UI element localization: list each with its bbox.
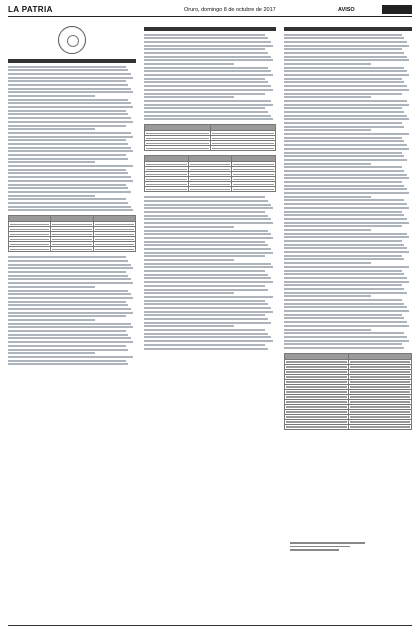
illegible-text-line <box>144 226 234 228</box>
illegible-text-line <box>284 78 402 80</box>
illegible-text-line <box>8 150 133 152</box>
illegible-text-line <box>144 255 265 257</box>
illegible-text-line <box>284 70 407 72</box>
illegible-text-line <box>144 85 271 87</box>
illegible-text-line <box>284 48 402 50</box>
illegible-text-line <box>284 111 404 113</box>
ministry-seal-icon <box>58 26 86 54</box>
illegible-text-line <box>284 192 409 194</box>
illegible-text-line <box>144 281 273 283</box>
illegible-text-line <box>284 196 371 198</box>
illegible-text-line <box>144 115 271 117</box>
illegible-text-line <box>144 34 265 36</box>
illegible-text-line <box>284 126 404 128</box>
illegible-text-line <box>144 93 265 95</box>
illegible-text-line <box>144 314 265 316</box>
illegible-text-line <box>8 349 128 351</box>
illegible-text-line <box>284 240 402 242</box>
illegible-text-line <box>144 259 234 261</box>
left-text-block <box>8 66 136 212</box>
illegible-text-line <box>8 136 133 138</box>
illegible-text-line <box>144 303 268 305</box>
illegible-text-line <box>8 195 95 197</box>
illegible-text-line <box>284 255 402 257</box>
illegible-text-line <box>144 218 271 220</box>
illegible-text-line <box>8 128 95 130</box>
illegible-text-line <box>284 222 409 224</box>
illegible-text-line <box>284 148 409 150</box>
illegible-text-line <box>144 204 271 206</box>
notice-heading <box>8 59 136 63</box>
illegible-text-line <box>8 80 126 82</box>
illegible-text-line <box>284 159 407 161</box>
illegible-text-line <box>8 260 128 262</box>
illegible-text-line <box>8 323 131 325</box>
illegible-text-line <box>144 200 268 202</box>
illegible-text-line <box>8 66 126 68</box>
illegible-text-line <box>8 180 133 182</box>
illegible-text-line <box>8 191 131 193</box>
illegible-text-line <box>284 89 409 91</box>
illegible-text-line <box>284 81 404 83</box>
illegible-text-line <box>144 196 265 198</box>
illegible-text-line <box>8 360 126 362</box>
illegible-text-line <box>144 45 273 47</box>
illegible-text-line <box>284 317 404 319</box>
left-table-1 <box>8 215 136 252</box>
illegible-text-line <box>284 93 402 95</box>
page-footer-rule <box>8 625 412 626</box>
illegible-text-line <box>284 277 407 279</box>
illegible-text-line <box>8 84 128 86</box>
middle-table-2 <box>144 155 276 192</box>
middle-table-1 <box>144 124 276 151</box>
illegible-text-line <box>144 78 265 80</box>
illegible-text-line <box>8 169 126 171</box>
illegible-text-line <box>8 275 128 277</box>
publication-dateline: Oruro, domingo 8 de octubre de 2017 <box>184 7 276 13</box>
illegible-text-line <box>144 241 265 243</box>
illegible-text-line <box>144 48 265 50</box>
illegible-text-line <box>8 176 131 178</box>
illegible-text-line <box>284 74 409 76</box>
illegible-text-line <box>284 177 409 179</box>
illegible-text-line <box>284 347 404 349</box>
illegible-text-line <box>284 166 402 168</box>
illegible-text-line <box>284 170 404 172</box>
illegible-text-line <box>284 85 407 87</box>
illegible-text-line <box>8 184 126 186</box>
illegible-text-line <box>284 211 402 213</box>
illegible-text-line <box>8 301 126 303</box>
illegible-text-line <box>284 295 371 297</box>
illegible-text-line <box>8 297 133 299</box>
illegible-text-line <box>144 340 273 342</box>
illegible-text-line <box>144 233 271 235</box>
illegible-text-line <box>144 81 268 83</box>
illegible-text-line <box>8 158 128 160</box>
illegible-text-line <box>284 340 409 342</box>
illegible-text-line <box>8 256 126 258</box>
illegible-text-line <box>8 102 131 104</box>
middle-text-block <box>144 34 276 121</box>
illegible-text-line <box>284 251 409 253</box>
illegible-text-line <box>144 100 271 102</box>
illegible-text-line <box>284 207 409 209</box>
illegible-text-line <box>8 356 133 358</box>
illegible-text-line <box>144 263 271 265</box>
illegible-text-line <box>144 296 273 298</box>
illegible-text-line <box>144 63 234 65</box>
illegible-text-line <box>144 348 268 350</box>
right-text-block <box>284 34 412 349</box>
illegible-text-line <box>144 211 265 213</box>
signature-block <box>290 540 365 570</box>
illegible-text-line <box>8 125 126 127</box>
schedule-table <box>284 353 412 430</box>
illegible-text-line <box>144 329 265 331</box>
illegible-text-line <box>144 289 268 291</box>
illegible-text-line <box>144 252 273 254</box>
illegible-text-line <box>8 99 128 101</box>
illegible-text-line <box>8 139 126 141</box>
illegible-text-line <box>144 325 234 327</box>
illegible-text-line <box>284 281 409 283</box>
illegible-text-line <box>8 206 131 208</box>
illegible-text-line <box>284 133 409 135</box>
illegible-text-line <box>284 236 409 238</box>
illegible-text-line <box>144 277 271 279</box>
illegible-text-line <box>284 218 407 220</box>
illegible-text-line <box>284 104 409 106</box>
illegible-text-line <box>8 304 128 306</box>
illegible-text-line <box>284 329 371 331</box>
middle-text-block-2 <box>144 196 276 349</box>
illegible-text-line <box>284 45 409 47</box>
illegible-text-line <box>144 292 234 294</box>
illegible-text-line <box>8 345 126 347</box>
illegible-text-line <box>8 165 133 167</box>
illegible-text-line <box>8 293 131 295</box>
illegible-text-line <box>144 300 265 302</box>
illegible-text-line <box>8 271 126 273</box>
illegible-text-line <box>284 122 402 124</box>
illegible-text-line <box>8 77 133 79</box>
illegible-text-line <box>284 225 402 227</box>
illegible-text-line <box>284 199 404 201</box>
illegible-text-line <box>8 91 133 93</box>
illegible-text-line <box>8 172 128 174</box>
illegible-text-line <box>8 106 133 108</box>
illegible-text-line <box>8 209 133 211</box>
illegible-text-line <box>284 174 407 176</box>
right-column <box>284 22 412 622</box>
illegible-text-line <box>284 332 404 334</box>
illegible-text-line <box>8 117 131 119</box>
illegible-text-line <box>8 88 131 90</box>
illegible-text-line <box>284 181 402 183</box>
illegible-text-line <box>144 96 234 98</box>
illegible-text-line <box>284 59 409 61</box>
illegible-text-line <box>144 59 273 61</box>
illegible-text-line <box>8 202 128 204</box>
illegible-text-line <box>284 303 404 305</box>
left-text-block-2 <box>8 256 136 365</box>
illegible-text-line <box>144 74 273 76</box>
illegible-text-line <box>144 230 268 232</box>
illegible-text-line <box>144 318 268 320</box>
illegible-text-line <box>144 322 271 324</box>
illegible-text-line <box>8 110 126 112</box>
section-label: AVISO <box>338 7 355 13</box>
newspaper-title: LA PATRIA <box>8 5 53 14</box>
illegible-text-line <box>8 187 128 189</box>
illegible-text-line <box>144 111 268 113</box>
illegible-text-line <box>144 37 268 39</box>
illegible-text-line <box>144 266 273 268</box>
illegible-text-line <box>284 233 407 235</box>
illegible-text-line <box>284 185 404 187</box>
illegible-text-line <box>8 154 126 156</box>
illegible-text-line <box>284 214 404 216</box>
illegible-text-line <box>284 288 404 290</box>
illegible-text-line <box>144 237 273 239</box>
illegible-text-line <box>8 73 131 75</box>
illegible-text-line <box>284 34 402 36</box>
illegible-text-line <box>284 152 402 154</box>
illegible-text-line <box>144 274 268 276</box>
illegible-text-line <box>284 188 407 190</box>
illegible-text-line <box>284 100 407 102</box>
illegible-text-line <box>284 325 409 327</box>
illegible-text-line <box>144 207 273 209</box>
middle-column <box>144 22 276 622</box>
illegible-text-line <box>284 292 407 294</box>
illegible-text-line <box>144 248 271 250</box>
left-column <box>8 22 136 622</box>
illegible-text-line <box>284 247 407 249</box>
illegible-text-line <box>284 262 371 264</box>
masthead <box>8 5 412 17</box>
illegible-text-line <box>284 140 404 142</box>
illegible-text-line <box>8 341 133 343</box>
illegible-text-line <box>144 270 265 272</box>
illegible-text-line <box>8 337 131 339</box>
illegible-text-line <box>284 56 407 58</box>
illegible-text-line <box>144 56 271 58</box>
illegible-text-line <box>8 264 131 266</box>
illegible-text-line <box>144 222 273 224</box>
illegible-text-line <box>144 70 271 72</box>
illegible-text-line <box>284 258 404 260</box>
illegible-text-line <box>284 155 404 157</box>
illegible-text-line <box>284 67 404 69</box>
illegible-text-line <box>8 282 133 284</box>
illegible-text-line <box>144 89 273 91</box>
right-heading <box>284 27 412 31</box>
illegible-text-line <box>8 334 128 336</box>
illegible-text-line <box>144 67 268 69</box>
illegible-text-line <box>284 144 407 146</box>
illegible-text-line <box>8 330 126 332</box>
illegible-text-line <box>284 266 409 268</box>
illegible-text-line <box>8 290 128 292</box>
illegible-text-line <box>284 96 371 98</box>
illegible-text-line <box>8 95 95 97</box>
illegible-text-line <box>144 118 273 120</box>
illegible-text-line <box>144 333 268 335</box>
illegible-text-line <box>8 315 126 317</box>
illegible-text-line <box>144 41 271 43</box>
illegible-text-line <box>284 203 407 205</box>
illegible-text-line <box>8 319 95 321</box>
illegible-text-line <box>8 267 133 269</box>
illegible-text-line <box>284 321 407 323</box>
illegible-text-line <box>8 278 131 280</box>
illegible-text-line <box>284 63 371 65</box>
illegible-text-line <box>8 161 95 163</box>
illegible-text-line <box>284 273 404 275</box>
illegible-text-line <box>8 363 128 365</box>
illegible-text-line <box>8 308 131 310</box>
illegible-text-line <box>8 312 133 314</box>
illegible-text-line <box>284 270 402 272</box>
illegible-text-line <box>144 285 265 287</box>
illegible-text-line <box>8 132 131 134</box>
illegible-text-line <box>8 286 95 288</box>
illegible-text-line <box>284 41 407 43</box>
page-number-box <box>382 5 412 14</box>
illegible-text-line <box>284 299 402 301</box>
illegible-text-line <box>284 163 371 165</box>
illegible-text-line <box>284 107 402 109</box>
illegible-text-line <box>8 326 133 328</box>
illegible-text-line <box>284 118 409 120</box>
illegible-text-line <box>284 314 402 316</box>
illegible-text-line <box>8 113 128 115</box>
illegible-text-line <box>284 284 402 286</box>
illegible-text-line <box>284 129 371 131</box>
illegible-text-line <box>284 52 404 54</box>
illegible-text-line <box>144 244 268 246</box>
illegible-text-line <box>284 137 402 139</box>
illegible-text-line <box>144 307 271 309</box>
illegible-text-line <box>144 107 265 109</box>
illegible-text-line <box>284 244 404 246</box>
illegible-text-line <box>144 336 271 338</box>
illegible-text-line <box>8 147 131 149</box>
illegible-text-line <box>144 215 268 217</box>
illegible-text-line <box>284 343 402 345</box>
illegible-text-line <box>8 198 126 200</box>
illegible-text-line <box>8 143 128 145</box>
illegible-text-line <box>284 310 409 312</box>
middle-heading <box>144 27 276 31</box>
illegible-text-line <box>284 115 407 117</box>
illegible-text-line <box>144 311 273 313</box>
illegible-text-line <box>8 69 128 71</box>
illegible-text-line <box>284 37 404 39</box>
illegible-text-line <box>8 352 95 354</box>
illegible-text-line <box>284 306 407 308</box>
illegible-text-line <box>144 52 268 54</box>
illegible-text-line <box>144 104 273 106</box>
illegible-text-line <box>284 229 371 231</box>
illegible-text-line <box>8 121 133 123</box>
illegible-text-line <box>144 344 265 346</box>
illegible-text-line <box>284 336 407 338</box>
